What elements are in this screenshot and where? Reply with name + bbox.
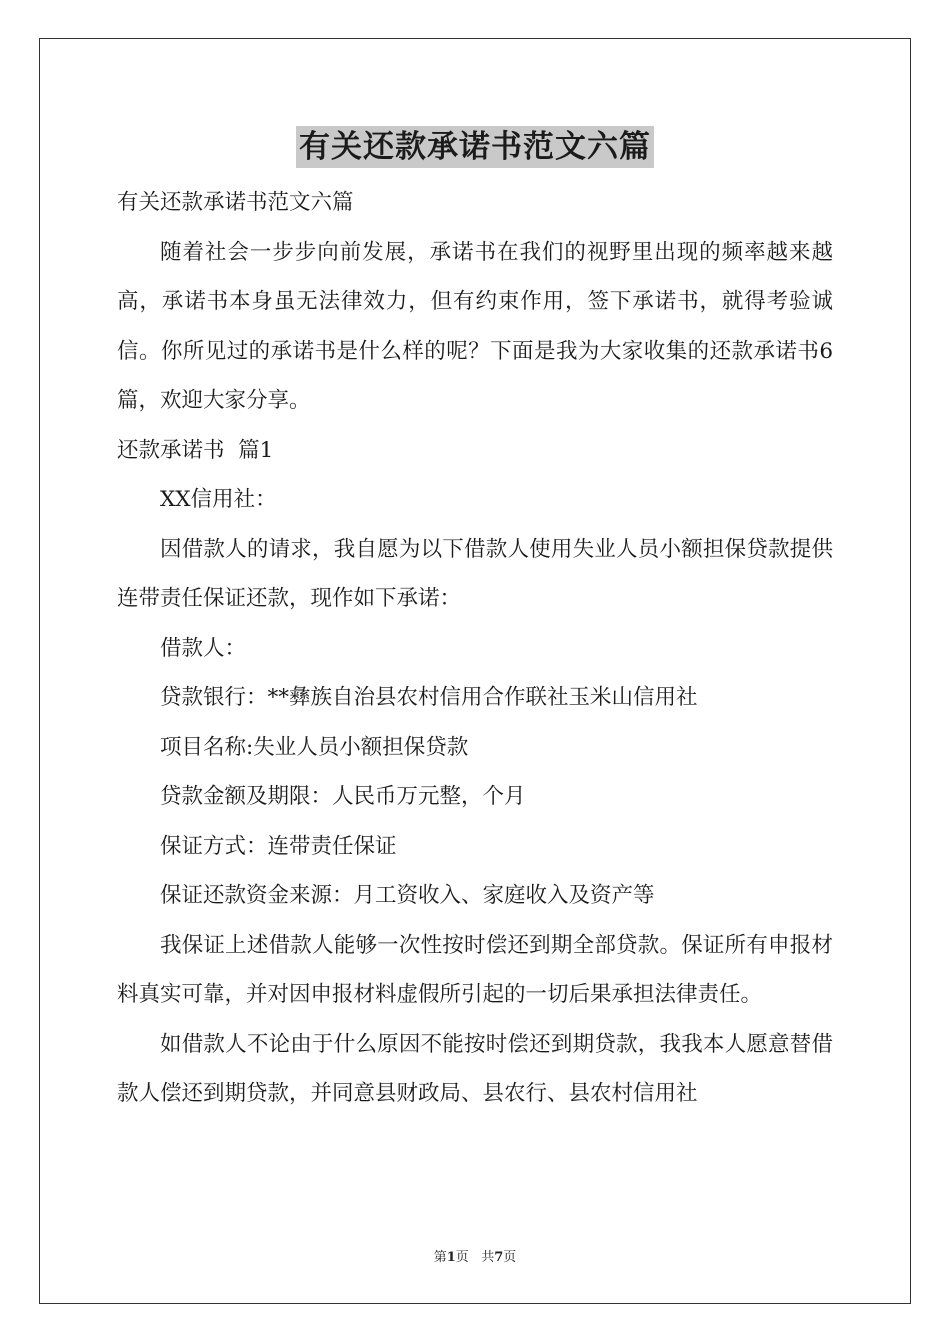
paragraph: 如借款人不论由于什么原因不能按时偿还到期贷款，我我本人愿意替借款人偿还到期贷款，并同意县财政局、县农行、县农村信用社 — [117, 1031, 833, 1106]
paragraph: 有关还款承诺书范文六篇 — [117, 190, 354, 215]
paragraph: 贷款金额及期限：人民币万元整，个月 — [160, 784, 526, 809]
paragraph: 保证还款资金来源：月工资收入、家庭收入及资产等 — [160, 883, 655, 908]
paragraph: 借款人： — [160, 635, 247, 661]
page-total: 7 — [494, 1250, 504, 1265]
document-title: 有关还款承诺书范文六篇 — [296, 126, 654, 168]
paragraph: 随着社会一步步向前发展，承诺书在我们的视野里出现的频率越来越高，承诺书本身虽无法律效力，但有约束作用，签下承诺书，就得考验诚信。你所见过的承诺书是什么样的呢？下面是我为大家收集的还款承诺书6篇，欢迎大家分享。 — [117, 239, 833, 413]
page-footer — [0, 1246, 950, 1265]
document-body — [117, 178, 833, 1119]
paragraph: 因借款人的请求，我自愿为以下借款人使用失业人员小额担保贷款提供连带责任保证还款，现作如下承诺： — [117, 536, 833, 611]
paragraph: XX信用社： — [160, 487, 277, 512]
paragraph: 我保证上述借款人能够一次性按时偿还到期全部贷款。保证所有申报材料真实可靠，并对因申报材料虚假所引起的一切后果承担法律责任。 — [117, 932, 833, 1007]
page-current: 1 — [446, 1250, 456, 1265]
total-unit: 页 — [503, 1250, 517, 1265]
paragraph: 保证方式：连带责任保证 — [160, 833, 397, 859]
page-prefix: 第 — [433, 1250, 447, 1265]
paragraph: 项目名称:失业人员小额担保贷款 — [160, 734, 469, 760]
total-prefix: 共 — [481, 1250, 495, 1265]
page-unit: 页 — [455, 1250, 469, 1265]
paragraph: 贷款银行：**彝族自治县农村信用合作联社玉米山信用社 — [160, 685, 698, 710]
section-heading: 还款承诺书 篇1 — [117, 437, 274, 463]
title-container — [0, 126, 950, 168]
